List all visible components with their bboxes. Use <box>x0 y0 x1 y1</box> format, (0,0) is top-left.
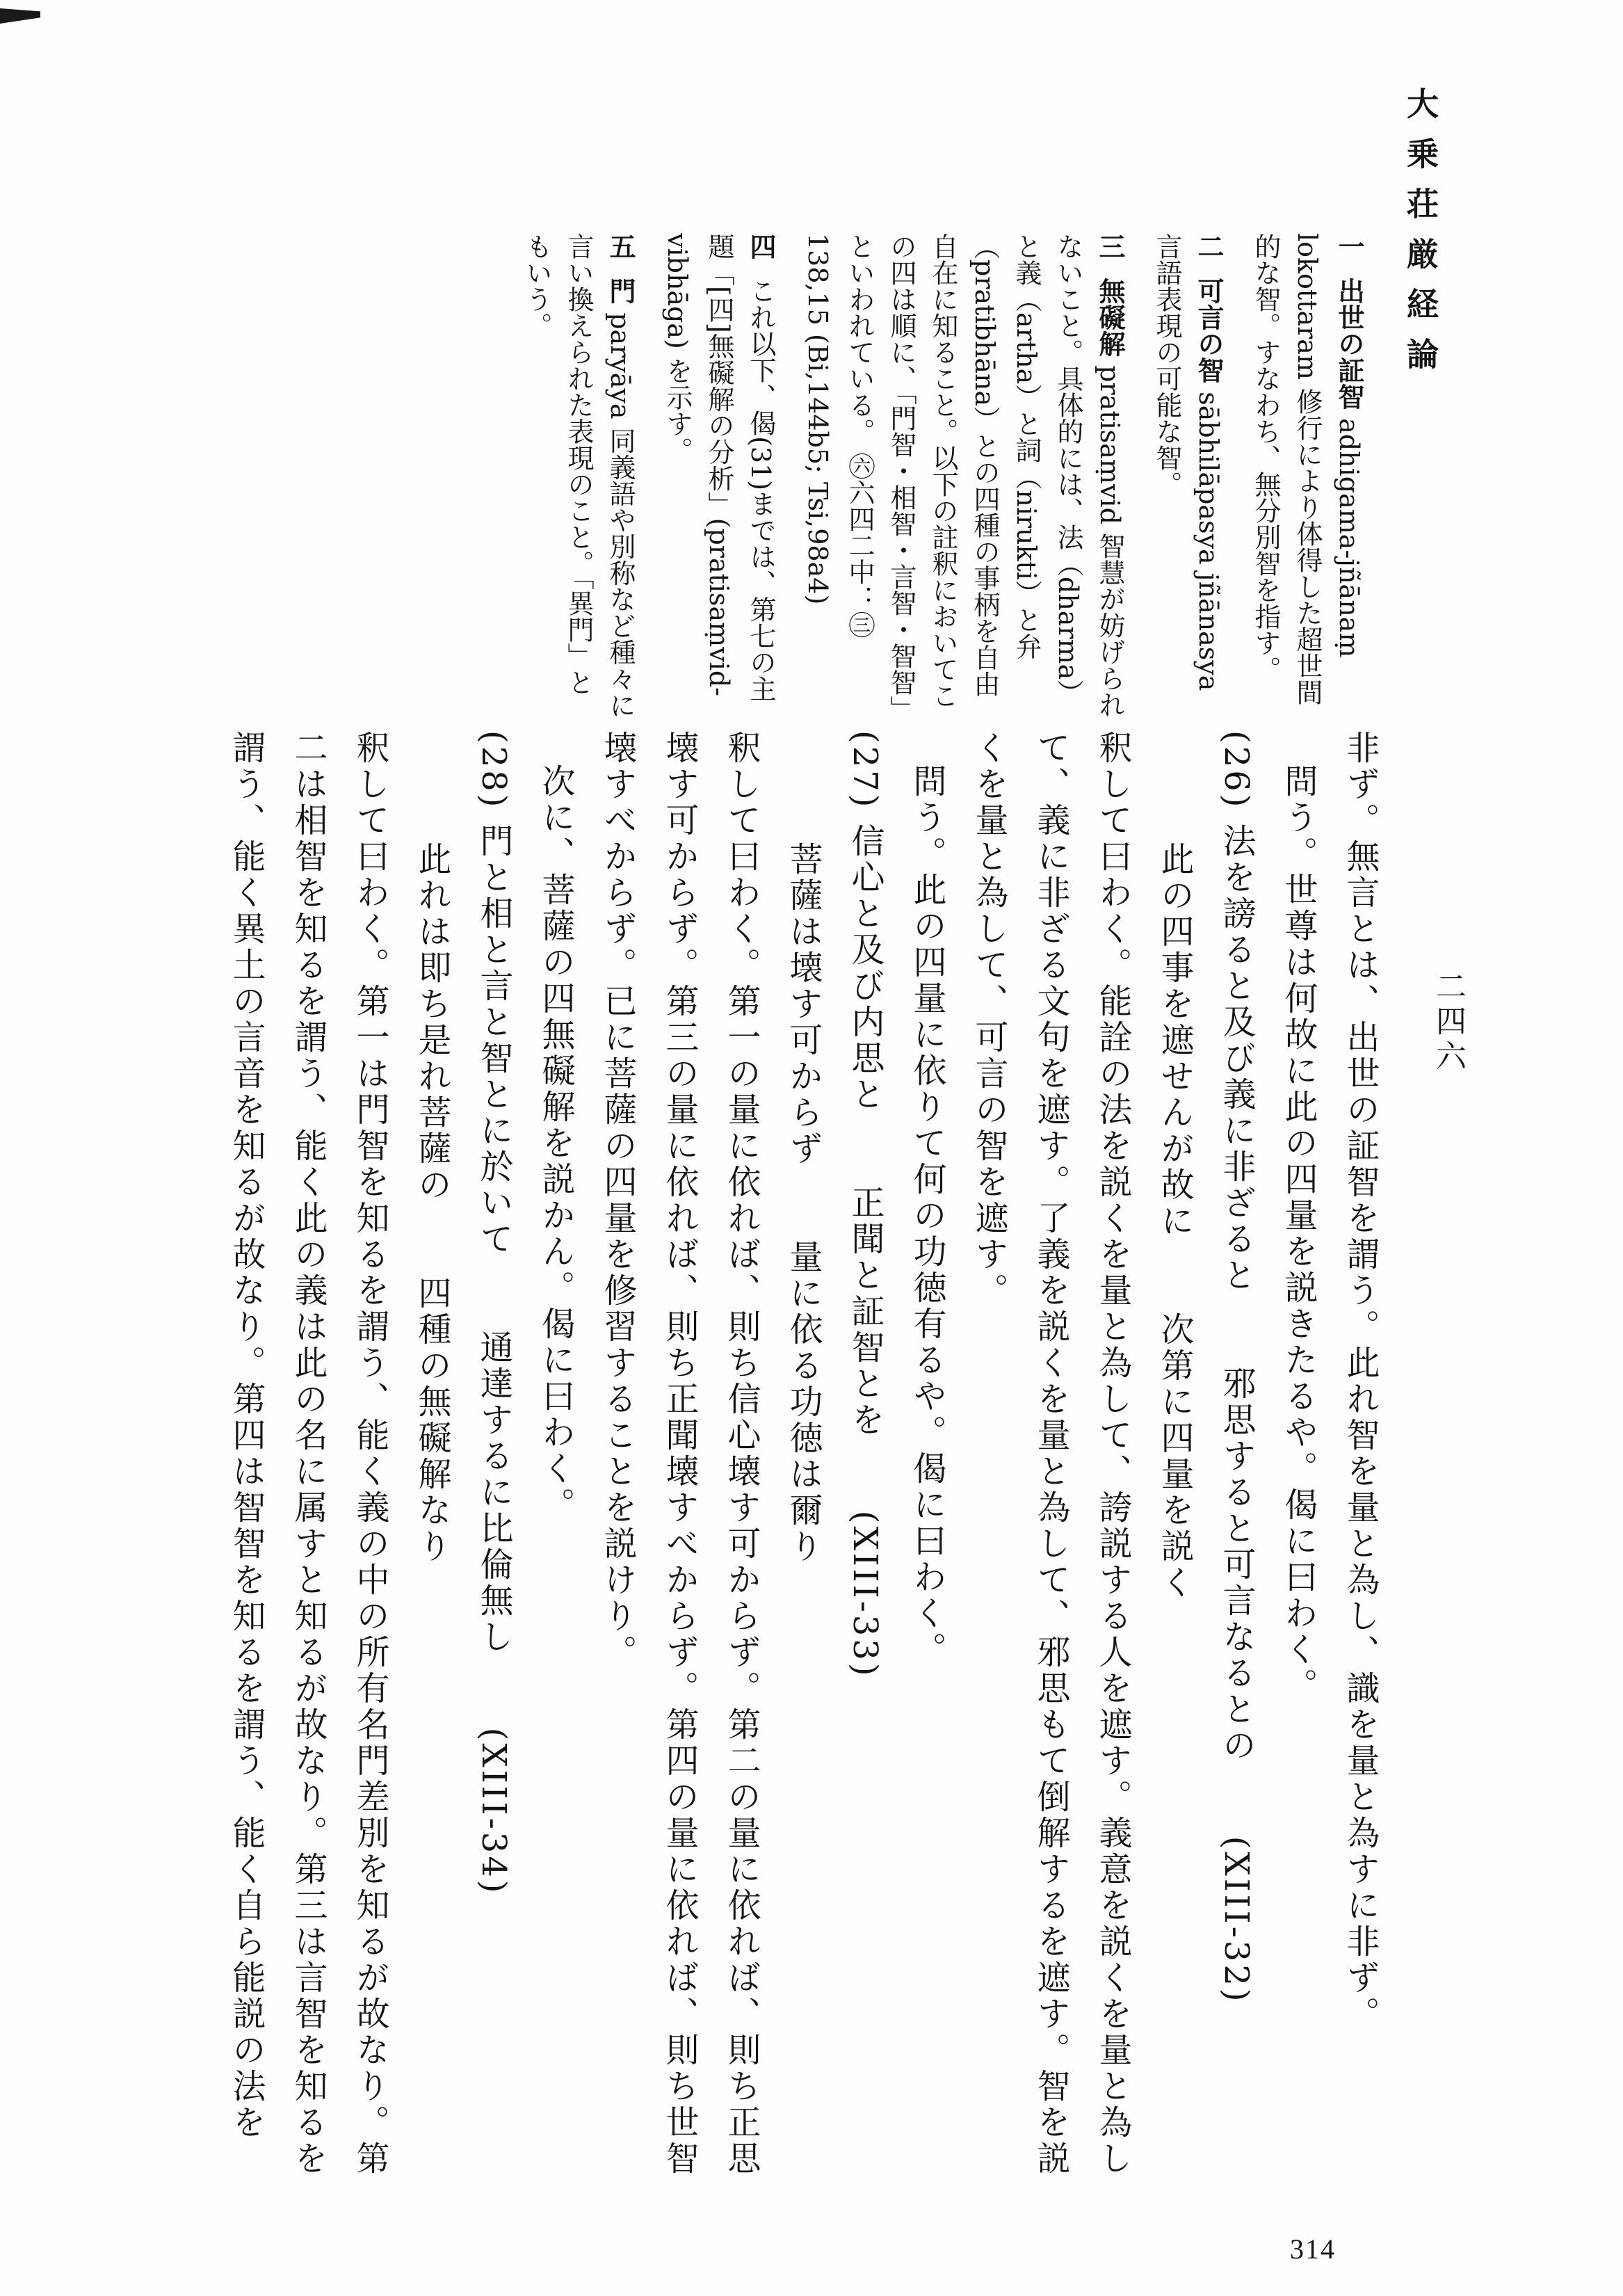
verse-line: (28) 門と相と言と智とに於いて 通達するに比倫無し (XIII-34) <box>474 730 513 1896</box>
paragraph: 釈して曰わく。能詮の法を説くを量と為して、誇説する人を遮す。義意を説くを量と為して、義に非ざる文句を遮す。了義を説くを量と為して、邪思もて倒解するを遮す。智を説くを量と為して、可言の智を遮す。 <box>969 730 1132 2177</box>
running-title: 大乗荘厳経論 <box>1402 87 1439 387</box>
main-text-block <box>139 730 1391 2191</box>
note-number: 一 <box>1334 233 1365 259</box>
paragraph: 釈して曰わく。第一の量に依れば、則ち信心壊す可からず。第二の量に依れば、則ち正思壊す可からず。第三の量に依れば、則ち正聞壊すべからず。第四の量に依れば、則ち世智壊すべからず。已に菩薩の四量を修習することを説けり。 <box>598 730 761 2177</box>
verse-line: 菩薩は壊す可からず 量に依る功徳は爾り <box>784 842 823 1565</box>
note-number: 三 <box>1095 233 1126 259</box>
note-5 <box>516 233 641 720</box>
note-3 <box>797 233 1131 720</box>
paragraph: 非ず。無言とは、出世の証智を謂う。此れ智を量と為し、識を量と為すに非ず。 <box>1341 730 1380 2032</box>
page-number-kanji: 二四六 <box>1430 970 1466 1075</box>
note-2 <box>1146 233 1229 720</box>
scan-artifact <box>0 8 40 24</box>
page-number: 314 <box>1290 2233 1336 2265</box>
paragraph: 次に、菩薩の四無礙解を説かん。偈に曰わく。 <box>536 764 575 1523</box>
note-term: 可言の智 <box>1193 278 1225 384</box>
note-term: 無礙解 <box>1095 278 1126 358</box>
paragraph: 問う。世尊は何故に此の四量を説きたるや。偈に曰わく。 <box>1279 764 1318 1704</box>
note-number: 五 <box>605 233 636 259</box>
note-text: これ以下、偈(31)までは、第七の主題「[四]無礙解の分析」(pratisaṃvid-vibhāga) を示す。 <box>662 233 776 703</box>
note-text: adhigama-jñānaṃ lokottaram 修行により体得した超世間的な智。すなわち、無分別智を指す。 <box>1250 233 1364 706</box>
notes-block <box>174 233 1370 720</box>
verse-line: 此の四事を遮せんが故に 次第に四量を説く <box>1155 842 1194 1601</box>
verse-line: 此れは即ち是れ菩薩の 四種の無礙解なり <box>412 842 451 1565</box>
note-text: pratisaṃvid 智慧が妨げられないこと。具体的には、法（dharma）と義（artha）と詞（nirukti）と弁（pratibhāna）との四種の事柄を自由自在に知ること。以下の註釈においてこの四は順に、「門智・相智・言智・智智」といわれている。 ㊅六四二中：㊂138,15 (Bi,144b5; Tsi,98a4) <box>802 233 1125 718</box>
paragraph: 問う。此の四量に依りて何の功徳有るや。偈に曰わく。 <box>907 764 946 1668</box>
paragraph: 釈して曰わく。第一は門智を知るを謂う、能く義の中の所有名門差別を知るが故なり。第二は相智を知るを謂う、能く此の義は此の名に属すと知るが故なり。第三は言智を知るを謂う、能く異土の言音を知るが故なり。第四は智智を知るを謂う、能く自ら能説の法を <box>227 730 389 2177</box>
note-term: 出世の証智 <box>1334 278 1365 410</box>
note-text: paryāya 同義語や別称など種々に言い換えられた表現のこと。「異門」ともいう。 <box>522 233 636 718</box>
note-term: 門 <box>605 278 636 305</box>
verse-line: (27) 信心と及び内思と 正聞と証智とを (XIII-33) <box>846 730 885 1679</box>
note-1 <box>1245 233 1370 720</box>
note-number: 四 <box>745 233 777 259</box>
note-number: 二 <box>1193 233 1225 259</box>
note-4 <box>656 233 782 720</box>
note-text: sābhilāpasya jñānasya 言語表現の可能な智。 <box>1152 233 1224 691</box>
verse-line: (26) 法を謗ると及び義に非ざると 邪思すると可言なるとの (XIII-32) <box>1217 730 1256 2005</box>
